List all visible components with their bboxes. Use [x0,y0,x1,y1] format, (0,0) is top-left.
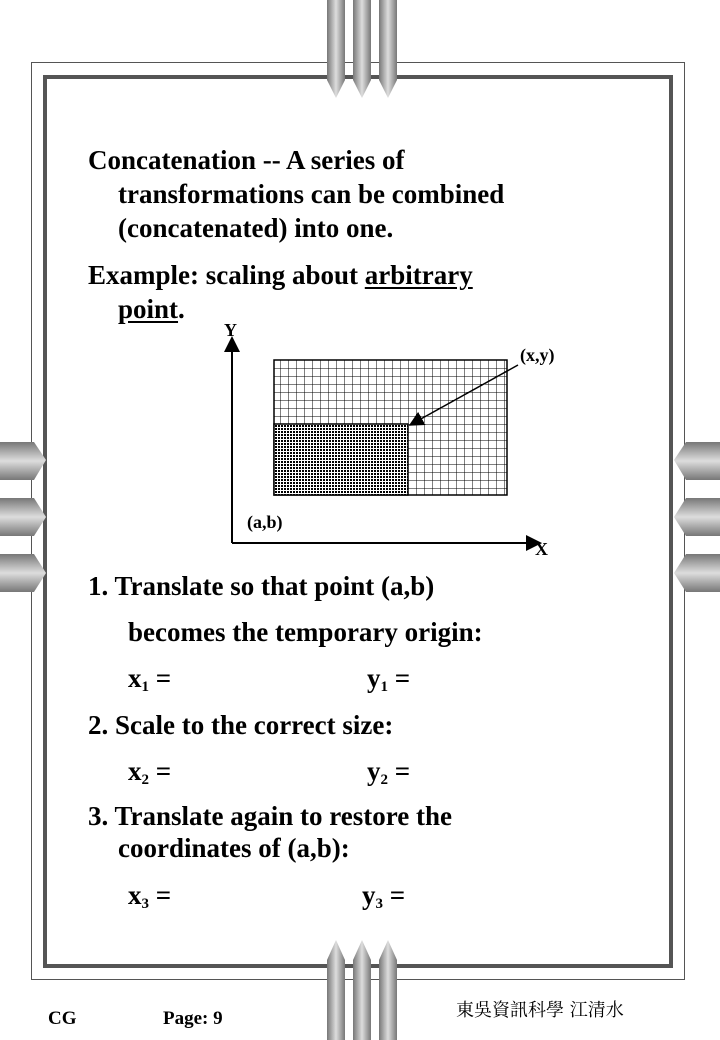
intro-line-2: transformations can be combined [118,179,505,209]
step3-line-2: coordinates of (a,b): [118,833,350,863]
example-line-2 [118,292,185,326]
footer-page: Page: 9 [163,1008,223,1029]
y2-formula: $y_2$ = [367,756,411,788]
step1-line-2: becomes the temporary origin: [128,617,483,647]
x1-formula: $x_1$ = [128,663,172,695]
right-bars-decoration [670,440,720,600]
example-suffix: . [178,294,185,324]
intro-line-3: (concatenated) into one. [118,213,394,243]
y3-formula: $y_3$ = [362,880,406,912]
point-xy-label: (x,y) [520,345,555,365]
intro-line-1: Concatenation -- A series of [88,145,405,175]
footer-author: 東吳資訊科學 江清水 [456,1000,624,1021]
point-ab-label: (a,b) [247,512,283,532]
x-axis-label: X [535,539,548,559]
example-underlined-arbitrary: arbitrary [364,260,473,290]
y-axis-label: Y [224,320,237,340]
original-rectangle [274,424,408,495]
left-bars-decoration [0,440,50,600]
step2-line: 2. Scale to the correct size: [88,710,394,740]
example-line-1 [88,258,473,292]
bottom-bars-decoration [325,938,405,1040]
step3-line-1: 3. Translate again to restore the [88,801,452,831]
x2-formula: $x_2$ = [128,756,172,788]
example-underlined-point: point [118,294,179,324]
top-bars-decoration [325,0,405,100]
footer-course: CG [48,1008,77,1029]
example-prefix: Example: scaling about [88,260,365,290]
x3-formula: $x_3$ = [128,880,172,912]
step1-line-1: 1. Translate so that point (a,b) [88,571,435,601]
y1-formula: $y_1$ = [367,663,411,695]
